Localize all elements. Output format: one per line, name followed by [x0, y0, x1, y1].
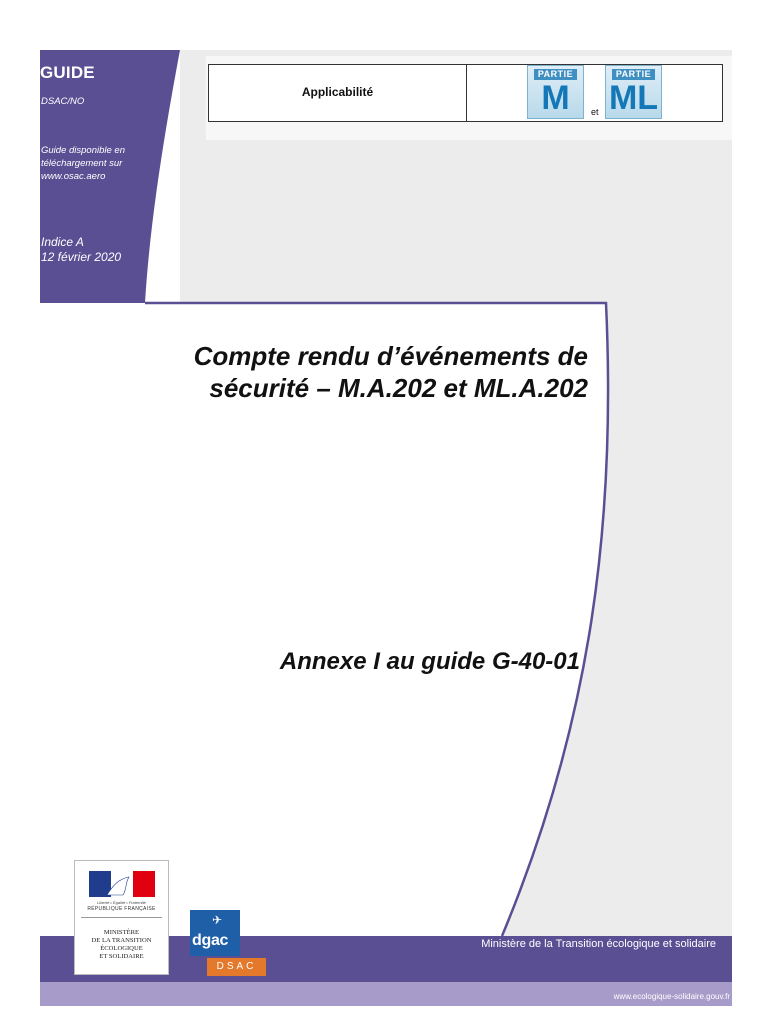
annex-title: Annexe I au guide G-40-01 — [279, 648, 580, 675]
footer-ministry: Ministère de la Transition écologique et solidaire — [481, 938, 716, 950]
badge-caption: PARTIE — [612, 69, 655, 80]
title-line-2: sécurité – M.A.202 et ML.A.202 — [209, 373, 588, 403]
index-label: Indice A — [41, 235, 84, 249]
document-title — [100, 340, 588, 404]
table-divider — [466, 65, 467, 121]
applicability-table — [208, 64, 723, 122]
rf-republic-label: RÉPUBLIQUE FRANÇAISE — [87, 906, 156, 912]
marianne-flag-icon — [89, 871, 155, 897]
rf-ministry-line: MINISTÈRE — [103, 929, 140, 936]
badge-letter: ML — [608, 79, 659, 117]
dgac-box — [190, 910, 240, 956]
partie-ml-badge — [605, 65, 662, 119]
partie-m-badge — [527, 65, 584, 119]
department-label: DSAC/NO — [41, 96, 85, 107]
rf-ministry-line: DE LA TRANSITION — [91, 937, 152, 944]
badge-caption: PARTIE — [534, 69, 577, 80]
rf-separator — [81, 917, 162, 918]
doc-type-label: GUIDE — [40, 63, 95, 82]
rf-ministry-line: ET SOLIDAIRE — [99, 953, 144, 960]
badge-letter: M — [541, 79, 570, 117]
footer-url: www.ecologique-solidaire.gouv.fr — [613, 992, 730, 1001]
connector-label: et — [591, 107, 599, 117]
dsac-label: DSAC — [216, 961, 257, 972]
rf-ministry-line: ÉCOLOGIQUE — [100, 945, 143, 952]
applicability-label: Applicabilité — [301, 85, 374, 99]
download-note: Guide disponible en téléchargement sur www.osac.aero — [41, 145, 125, 182]
dgac-label: dgac — [192, 932, 229, 949]
title-line-1: Compte rendu d’événements de — [193, 341, 588, 371]
rf-motto: Liberté • Égalité • Fraternité — [97, 900, 146, 905]
republique-francaise-logo — [74, 860, 169, 975]
bird-icon: ✈ — [212, 913, 223, 927]
dgac-logo — [190, 910, 266, 976]
dsac-bar — [207, 958, 266, 976]
index-date: 12 février 2020 — [41, 250, 122, 264]
rf-ministry-name — [77, 929, 166, 961]
